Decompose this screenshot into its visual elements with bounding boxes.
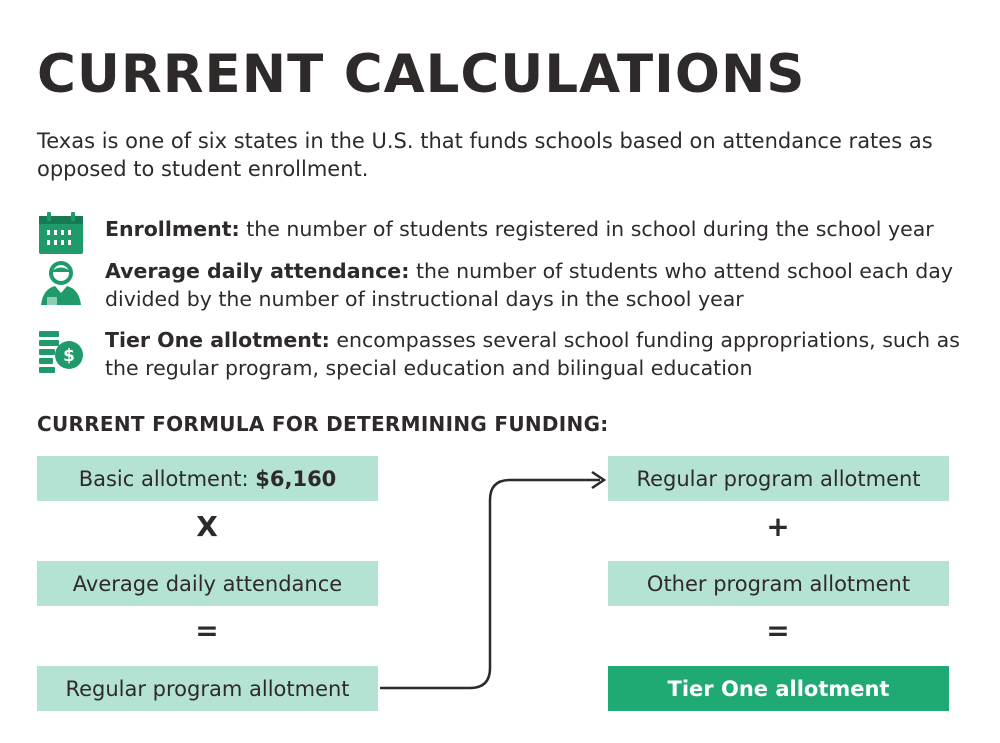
- svg-text:$: $: [63, 346, 75, 366]
- attendance-box: Average daily attendance: [37, 561, 378, 606]
- equals-operator-right: =: [766, 614, 790, 647]
- tier-one-result-box: Tier One allotment: [608, 666, 949, 711]
- definition-term: Enrollment:: [105, 217, 240, 241]
- regular-program-box: Regular program allotment: [608, 456, 949, 501]
- basic-allotment-label: Basic allotment:: [78, 466, 256, 491]
- plus-operator: +: [766, 510, 790, 543]
- other-program-box: Other program allotment: [608, 561, 949, 606]
- basic-allotment-value: $6,160: [255, 466, 337, 491]
- definition-text: the number of students registered in school during the school year: [239, 217, 934, 241]
- definition-text: the number of students who attend school each day divided by the number of instructional days in the school year: [105, 259, 953, 311]
- definition-text: encompasses several school funding appropriations, such as the regular program, special education and bilingual education: [105, 328, 960, 380]
- formula-heading: CURRENT FORMULA FOR DETERMINING FUNDING:: [37, 412, 609, 436]
- definition-term: Tier One allotment:: [105, 328, 330, 352]
- multiply-operator: X: [196, 510, 218, 543]
- page-title: CURRENT CALCULATIONS: [37, 44, 806, 105]
- regular-program-result-box: Regular program allotment: [37, 666, 378, 711]
- definition-term: Average daily attendance:: [105, 259, 410, 283]
- equals-operator-left: =: [195, 614, 219, 647]
- intro-text: Texas is one of six states in the U.S. that funds schools based on attendance rates as opposed to student enrollment.: [37, 129, 933, 181]
